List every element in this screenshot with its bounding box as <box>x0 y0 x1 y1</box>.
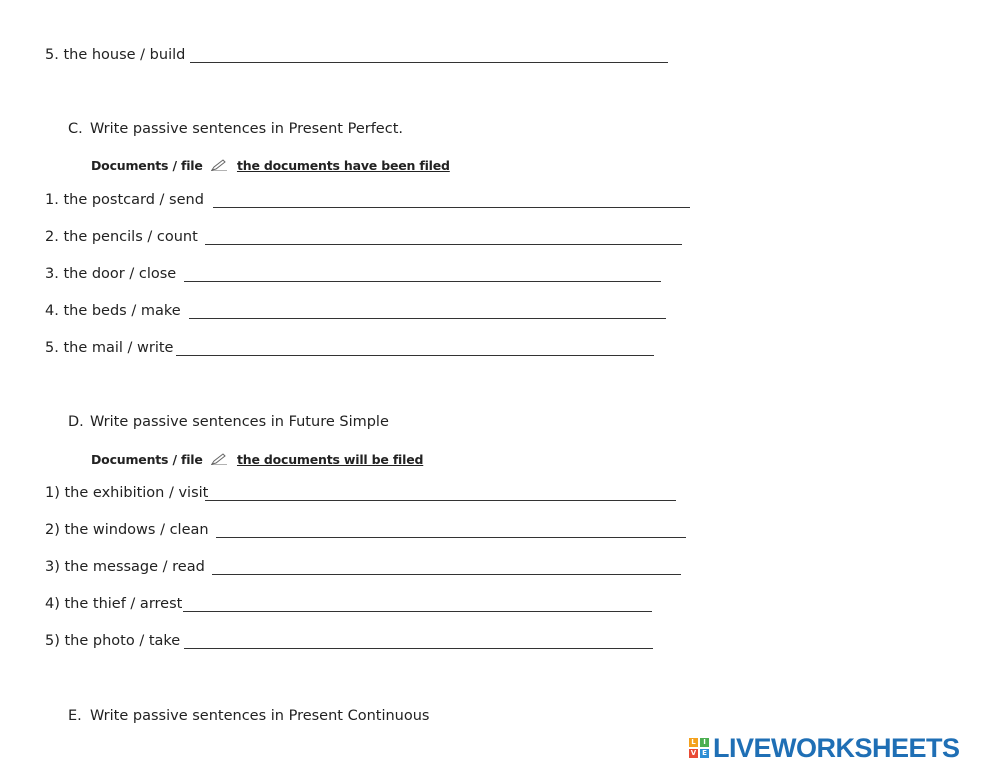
item-prompt: 2. the pencils / count <box>45 229 198 245</box>
item-prompt: 1. the postcard / send <box>45 192 204 208</box>
section-title: Write passive sentences in Future Simple <box>90 414 389 430</box>
example-answer: the documents will be filed <box>236 452 424 467</box>
answer-blank[interactable] <box>184 648 653 649</box>
answer-blank[interactable] <box>205 500 676 501</box>
item-prompt: 5. the mail / write <box>45 340 174 356</box>
example-prompt: Documents / file <box>91 452 203 467</box>
section-d-heading <box>68 414 389 430</box>
item-prompt: 4) the thief / arrest <box>45 596 183 612</box>
section-title: Write passive sentences in Present Perfect. <box>90 121 403 137</box>
logo-text: LIVEWORKSHEETS <box>713 732 960 763</box>
example-answer: the documents have been filed <box>236 158 450 173</box>
section-c-heading <box>68 121 403 137</box>
answer-blank[interactable] <box>184 281 661 282</box>
item-prompt: 5. the house / build <box>45 47 186 63</box>
exercise-item <box>45 192 204 208</box>
section-d-example <box>91 452 423 467</box>
logo-tile: E <box>700 749 709 758</box>
exercise-item <box>45 340 173 356</box>
pencil-icon <box>211 453 227 465</box>
item-prompt: 2) the windows / clean <box>45 522 209 538</box>
exercise-item <box>45 229 198 245</box>
answer-blank[interactable] <box>176 355 654 356</box>
item-prompt: 1) the exhibition / visit <box>45 485 209 501</box>
section-letter: E. <box>68 708 82 724</box>
liveworksheets-logo <box>689 733 960 763</box>
item-prompt: 3) the message / read <box>45 559 205 575</box>
logo-tile: L <box>689 738 698 747</box>
section-title: Write passive sentences in Present Continuous <box>90 708 430 724</box>
section-letter: D. <box>68 414 84 430</box>
section-letter: C. <box>68 121 83 137</box>
answer-blank[interactable] <box>212 574 681 575</box>
item-prompt: 5) the photo / take <box>45 633 181 649</box>
logo-tile: I <box>700 738 709 747</box>
exercise-item <box>45 522 209 538</box>
exercise-item <box>45 485 208 501</box>
pencil-icon <box>211 159 227 171</box>
exercise-item <box>45 266 176 282</box>
exercise-item <box>45 47 185 63</box>
answer-blank[interactable] <box>205 244 682 245</box>
section-e-heading <box>68 708 429 724</box>
exercise-item <box>45 596 182 612</box>
example-prompt: Documents / file <box>91 158 203 173</box>
answer-blank[interactable] <box>190 62 668 63</box>
answer-blank[interactable] <box>216 537 686 538</box>
answer-blank[interactable] <box>183 611 652 612</box>
exercise-item <box>45 303 181 319</box>
answer-blank[interactable] <box>189 318 666 319</box>
section-c-example <box>91 158 450 173</box>
item-prompt: 4. the beds / make <box>45 303 181 319</box>
logo-tiles <box>689 738 709 758</box>
logo-tile: V <box>690 749 697 757</box>
item-prompt: 3. the door / close <box>45 266 177 282</box>
exercise-item <box>45 633 180 649</box>
exercise-item <box>45 559 205 575</box>
answer-blank[interactable] <box>213 207 690 208</box>
